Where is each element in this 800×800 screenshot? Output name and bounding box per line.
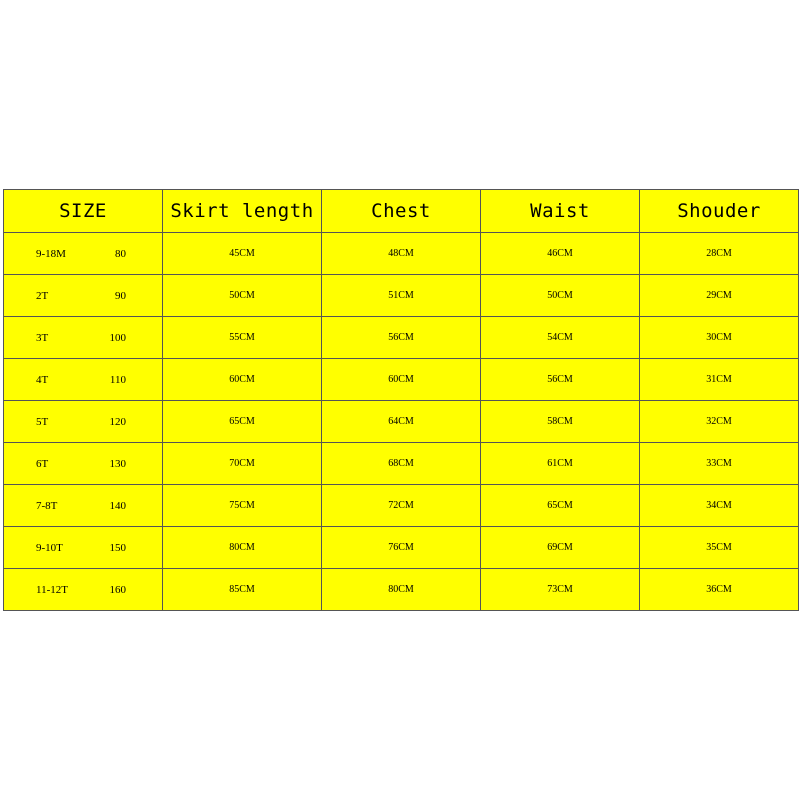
chest-cell: 64CM <box>322 401 481 443</box>
size-cell <box>4 233 163 275</box>
skirt-length-cell: 55CM <box>163 317 322 359</box>
skirt-length-cell: 50CM <box>163 275 322 317</box>
size-cell <box>4 569 163 611</box>
table-row <box>4 485 799 527</box>
size-height: 80 <box>115 247 126 260</box>
size-height: 140 <box>109 499 126 512</box>
size-cell <box>4 275 163 317</box>
chest-cell: 60CM <box>322 359 481 401</box>
size-label: 9-10T <box>36 541 63 554</box>
chest-cell: 51CM <box>322 275 481 317</box>
size-cell <box>4 485 163 527</box>
size-cell <box>4 527 163 569</box>
chest-cell: 56CM <box>322 317 481 359</box>
skirt-length-cell: 85CM <box>163 569 322 611</box>
size-height: 120 <box>109 415 126 428</box>
waist-cell: 58CM <box>481 401 640 443</box>
table-header-row <box>4 190 799 233</box>
header-chest: Chest <box>322 190 481 233</box>
size-label: 9-18M <box>36 247 66 260</box>
size-label: 7-8T <box>36 499 58 512</box>
size-label: 2T <box>36 289 49 302</box>
skirt-length-cell: 65CM <box>163 401 322 443</box>
shoulder-cell: 33CM <box>640 443 799 485</box>
chest-cell: 48CM <box>322 233 481 275</box>
header-shoulder: Shouder <box>640 190 799 233</box>
size-label: 4T <box>36 373 49 386</box>
waist-cell: 46CM <box>481 233 640 275</box>
shoulder-cell: 35CM <box>640 527 799 569</box>
table-row <box>4 443 799 485</box>
size-height: 150 <box>109 541 126 554</box>
chest-cell: 80CM <box>322 569 481 611</box>
skirt-length-cell: 70CM <box>163 443 322 485</box>
shoulder-cell: 30CM <box>640 317 799 359</box>
waist-cell: 73CM <box>481 569 640 611</box>
waist-cell: 54CM <box>481 317 640 359</box>
size-cell <box>4 359 163 401</box>
size-height: 100 <box>109 331 126 344</box>
shoulder-cell: 36CM <box>640 569 799 611</box>
waist-cell: 61CM <box>481 443 640 485</box>
header-skirt-length: Skirt length <box>163 190 322 233</box>
skirt-length-cell: 60CM <box>163 359 322 401</box>
table-row <box>4 527 799 569</box>
size-height: 110 <box>109 373 126 386</box>
size-chart-table <box>3 189 799 611</box>
shoulder-cell: 31CM <box>640 359 799 401</box>
table-row <box>4 569 799 611</box>
size-height: 90 <box>115 289 126 302</box>
table-row <box>4 317 799 359</box>
header-size: SIZE <box>4 190 163 233</box>
shoulder-cell: 29CM <box>640 275 799 317</box>
size-label: 3T <box>36 331 49 344</box>
waist-cell: 69CM <box>481 527 640 569</box>
size-label: 6T <box>36 457 49 470</box>
size-cell <box>4 443 163 485</box>
table-row <box>4 233 799 275</box>
skirt-length-cell: 75CM <box>163 485 322 527</box>
chest-cell: 68CM <box>322 443 481 485</box>
table-row <box>4 275 799 317</box>
header-waist: Waist <box>481 190 640 233</box>
skirt-length-cell: 80CM <box>163 527 322 569</box>
size-height: 130 <box>109 457 126 470</box>
skirt-length-cell: 45CM <box>163 233 322 275</box>
size-label: 5T <box>36 415 49 428</box>
waist-cell: 56CM <box>481 359 640 401</box>
shoulder-cell: 32CM <box>640 401 799 443</box>
table-row <box>4 401 799 443</box>
size-label: 11-12T <box>36 583 68 596</box>
size-cell <box>4 317 163 359</box>
waist-cell: 50CM <box>481 275 640 317</box>
shoulder-cell: 28CM <box>640 233 799 275</box>
table-row <box>4 359 799 401</box>
chest-cell: 72CM <box>322 485 481 527</box>
shoulder-cell: 34CM <box>640 485 799 527</box>
size-cell <box>4 401 163 443</box>
size-height: 160 <box>109 583 126 596</box>
chest-cell: 76CM <box>322 527 481 569</box>
waist-cell: 65CM <box>481 485 640 527</box>
